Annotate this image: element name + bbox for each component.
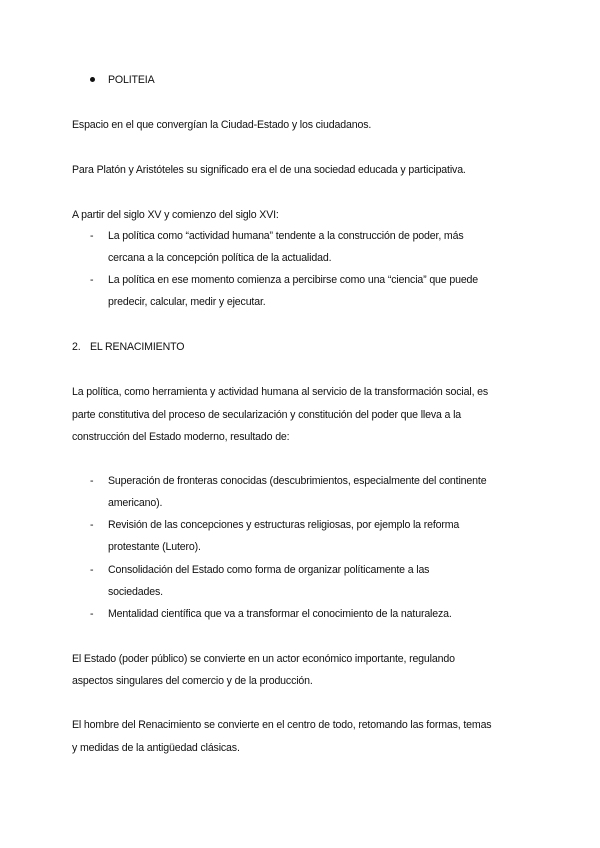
list-dash: -	[90, 475, 94, 487]
list-item-line: La política como “actividad humana” tendente a la construcción de poder, más	[108, 230, 464, 242]
list-item-line: cercana a la concepción política de la actualidad.	[108, 252, 332, 264]
list-dash: -	[90, 564, 94, 576]
estado-paragraph-line: El Estado (poder público) se convierte en un actor económico importante, regulando	[72, 653, 455, 665]
list-item-line: Mentalidad científica que va a transformar el conocimiento de la naturaleza.	[108, 608, 452, 620]
renacimiento-paragraph-line: parte constitutiva del proceso de secularización y constitución del poder que lleva a la	[72, 409, 462, 421]
list-dash: -	[90, 230, 94, 242]
list-dash: -	[90, 608, 94, 620]
renacimiento-paragraph-line: La política, como herramienta y actividad humana al servicio de la transformación social, es	[72, 386, 489, 398]
list-dash: -	[90, 274, 94, 286]
hombre-paragraph-line: y medidas de la antigüedad clásicas.	[72, 742, 240, 754]
list-dash: -	[90, 519, 94, 531]
list-item-line: Revisión de las concepciones y estructuras religiosas, por ejemplo la reforma	[108, 519, 460, 531]
hombre-paragraph-line: El hombre del Renacimiento se convierte en el centro de todo, retomando las formas, temas	[72, 719, 492, 731]
estado-paragraph-line: aspectos singulares del comercio y de la producción.	[72, 675, 313, 687]
list-item-line: americano).	[108, 497, 163, 509]
list-item-line: Consolidación del Estado como forma de organizar políticamente a las	[108, 564, 430, 576]
renacimiento-paragraph-line: construcción del Estado moderno, resultado de:	[72, 431, 290, 443]
list-item-line: La política en ese momento comienza a percibirse como una “ciencia” que puede	[108, 274, 479, 286]
section-number: 2.	[72, 341, 81, 353]
centuries-intro: A partir del siglo XV y comienzo del siglo XVI:	[72, 209, 279, 221]
list-item-line: protestante (Lutero).	[108, 541, 201, 553]
plato-aristotle-paragraph: Para Platón y Aristóteles su significado era el de una sociedad educada y participativa.	[72, 164, 466, 176]
politeia-heading: POLITEIA	[108, 74, 155, 86]
list-item-line: Superación de fronteras conocidas (descubrimientos, especialmente del continente	[108, 475, 487, 487]
list-item-line: predecir, calcular, medir y ejecutar.	[108, 296, 266, 308]
list-item-line: sociedades.	[108, 586, 163, 598]
bullet-marker	[90, 77, 95, 82]
politeia-definition: Espacio en el que convergían la Ciudad-Estado y los ciudadanos.	[72, 119, 372, 131]
section-heading: EL RENACIMIENTO	[90, 341, 185, 353]
